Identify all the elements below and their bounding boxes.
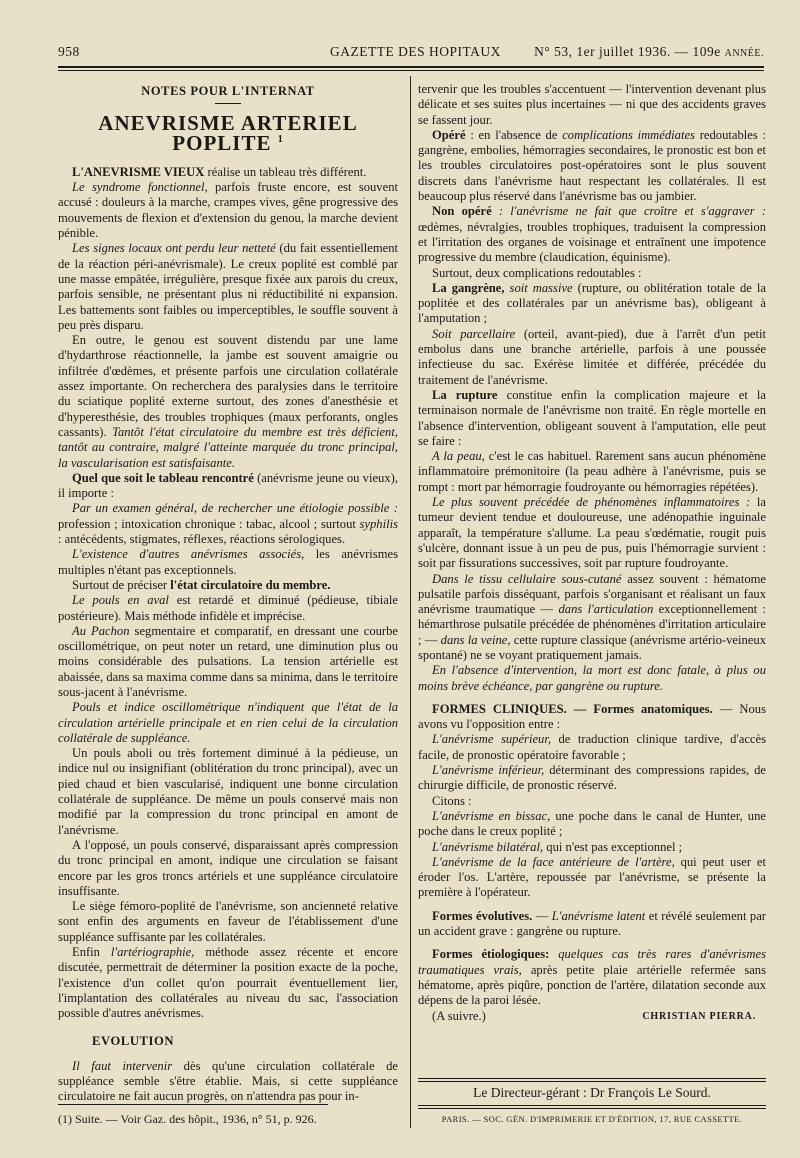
- paragraph: Les signes locaux ont perdu leur netteté (du fait essentiellement de la réaction péri-anévrismale). Le creux poplité est comblé par une masse empâtée, irrégulière, presque fixée aux parois du creux, parfois sensible, ne présentant plus ni réductibilité ni expansion. Les battements sont faibles ou imperceptibles, le souffle souvent à peu près disparu.: [58, 241, 399, 332]
- paragraph: Le pouls en aval est retardé et diminué (pédieuse, tibiale postérieure). Mais méthode infidèle et imprécise.: [58, 593, 398, 623]
- paragraph: Surtout, deux complications redoutables :: [432, 265, 642, 280]
- paragraph: Le siège fémoro-poplité de l'anévrisme, son ancienneté relative sont enfin des arguments en faveur de l'établissement d'une suppléance suffisante par les collatérales.: [58, 899, 398, 944]
- paragraph: Dans le tissu cellulaire sous-cutané assez souvent : hématome pulsatile parfois disséquant, parfois s'organisant et réalisant un faux anévrisme traumatique — dans l'articulation exceptionnellement : hémarthrose pulsatile précédée de phénomènes d'irritation articulaire ; — dans la veine, cette rupture classique (anévrisme artério-veineux spontané) ne se voyant pratiquement jamais.: [418, 571, 766, 662]
- paragraph: L'ANEVRISME VIEUX réalise un tableau très différent.: [72, 164, 367, 179]
- paragraph: L'anévrisme bilatéral, qui n'est pas exceptionnel ;: [432, 839, 683, 854]
- header-rule: [58, 66, 764, 68]
- paragraph: FORMES CLINIQUES. — Formes anatomiques. — Nous avons vu l'opposition entre :: [418, 701, 766, 732]
- paragraph: A la peau, c'est le cas habituel. Rarement sans aucun phénomène inflammatoire prémonitoire (la peau adhère à l'anévrisme, puis se rompt : mort par hémorragie foudroyante ou hémorragies répétées).: [418, 449, 766, 494]
- paragraph: L'existence d'autres anévrismes associés, les anévrismes multiples n'étant pas exceptionnels.: [58, 547, 398, 577]
- signature-line: [418, 1009, 766, 1024]
- paragraph: Enfin l'artériographie, méthode assez récente et encore discutée, permettrait de déterminer la position exacte de la poche, l'existence d'un collet qu'on pourrait éventuellement lier, l'implantation des collatérales au niveau du sac, l'association possible d'autres anévrismes.: [58, 945, 398, 1021]
- footnote-rule: [58, 1104, 328, 1105]
- evolution-heading: EVOLUTION: [92, 1033, 175, 1048]
- to-be-continued: (A suivre.): [432, 1008, 486, 1023]
- paragraph: Le plus souvent précédée de phénomènes inflammatoires : la tumeur devient tendue et douloureuse, une adénopathie inguinale apparaît, la température s'allume. La peau s'œdématie, rougit puis s'ulcère, donnant issue à un peu de pus, puis l'hémorragie survient : soit par fissurations successives, soit par rupture foudroyante.: [418, 495, 766, 571]
- paragraph: Quel que soit le tableau rencontré (anévrisme jeune ou vieux), il importe :: [58, 470, 398, 501]
- page-number: 958: [58, 44, 80, 59]
- paragraph: En l'absence d'intervention, la mort est donc fatale, à plus ou moins brève échéance, par gangrène ou rupture.: [418, 663, 766, 693]
- printer-rule: [418, 1108, 766, 1109]
- paragraph: L'anévrisme inférieur, déterminant des compressions rapides, de chirurgie difficile, de pronostic réservé.: [418, 763, 766, 793]
- paragraph: Non opéré : l'anévrisme ne fait que croître et s'aggraver : œdèmes, névralgies, troubles trophiques, traduisent la compression et l'irritation des organes de voisinage et entraînent une impotence progressive du membre (claudication, équinisme).: [418, 204, 766, 265]
- paragraph: Formes étiologiques: quelques cas très rares d'anévrismes traumatiques vrais, après petite plaie artérielle refermée sans hématome, après piqûre, ponction de l'artère, dilatation seconde aux dépens de la paroi lésée.: [418, 947, 767, 1008]
- paragraph: tervenir que les troubles s'accentuent — l'intervention devenant plus délicate et ses suites plus incertaines — ni que des accidents graves se fassent jour.: [418, 82, 766, 127]
- paragraph: Un pouls aboli ou très fortement diminué à la pédieuse, un indice nul ou insignifiant (oblitération du tronc principal), avec un pied chaud et bien vascularisé, indiquent une bonne circulation collatérale de suppléance. De même un pouls conservé mais non modifié par la compression du tronc principal en amont de l'anévrisme.: [58, 746, 398, 837]
- paragraph: A l'opposé, un pouls conservé, disparaissant après compression du tronc principal en amont, indique une circulation se faisant encore par les gros troncs artériels et une suppléance circulatoire insuffisante.: [58, 837, 398, 898]
- paragraph: Surtout de préciser l'état circulatoire du membre.: [72, 577, 331, 592]
- section-heading: NOTES POUR L'INTERNAT: [141, 84, 315, 98]
- paragraph: Citons :: [432, 793, 472, 808]
- paragraph: Opéré : en l'absence de complications immédiates redoutables : gangrène, embolies, hémorragies secondaires, le pronostic est bon et les troubles circulatoires post-opératoires sont le plus souvent discrets dans l'anévrisme haut respectant les collatérales. Il est beaucoup plus réservé dans l'anévrisme bas ou jambier.: [418, 127, 766, 204]
- paragraph: Le syndrome fonctionnel, parfois fruste encore, est souvent accusé : douleurs à la marche, crampes vives, gêne progressive des mouvements de flexion et d'extension du genou, la marche devient pénible.: [58, 180, 398, 241]
- section-dash: [215, 103, 241, 104]
- paragraph: La rupture constitue enfin la complication majeure et la terminaison normale de l'anévrisme non traité. En règle mortelle en l'absence d'intervention, obligeant souvent à l'amputation, elle peut se faire :: [418, 387, 767, 448]
- footnote: (1) Suite. — Voir Gaz. des hôpit., 1936, n° 51, p. 926.: [58, 1112, 317, 1126]
- paragraph: Soit parcellaire (orteil, avant-pied), due à l'arrêt d'un petit embolus dans une branche artérielle, parfois à une poussée infectieuse du sac. Exérèse limitée et différée, précédée du traitement de l'anévrisme.: [418, 326, 766, 387]
- right-column: [418, 82, 766, 1024]
- director-rule: [418, 1078, 766, 1079]
- paragraph: Pouls et indice oscillométrique n'indiquent que l'état de la circulation artérielle principale et en rien celui de la circulation collatérale de suppléance.: [58, 700, 398, 745]
- paragraph: L'anévrisme de la face antérieure de l'artère, qui peut user et éroder l'os. L'artère, repoussée par l'anévrisme, se présente la première à l'opérateur.: [418, 854, 766, 900]
- journal-title: GAZETTE DES HOPITAUX: [330, 44, 501, 59]
- author-name: CHRISTIAN PIERRA.: [642, 1010, 756, 1022]
- paragraph: L'anévrisme en bissac, une poche dans le canal de Hunter, une poche dans le creux poplité ;: [418, 808, 766, 839]
- article-title: ANEVRISME ARTERIEL POPLITE $^1$: [98, 111, 358, 155]
- header-rule-thin: [58, 70, 764, 71]
- paragraph: Il faut intervenir dès qu'une circulation collatérale de suppléance semble s'être établie. Mais, si cette suppléance circulatoire ne fait aucun progrès, on n'attendra pas pour in-: [58, 1058, 398, 1104]
- printer-imprint: PARIS. — SOC. GÉN. D'IMPRIMERIE ET D'ÉDITION, 17, RUE CASSETTE.: [441, 1114, 743, 1124]
- issue-info: N° 53, 1er juillet 1936. — 109e ANNÉE.: [534, 44, 764, 59]
- paragraph: Par un examen général, de rechercher une étiologie possible : profession ; intoxication chronique : tabac, alcool ; surtout syphilis : antécédents, stigmates, réflexes, réactions sérologiques.: [58, 501, 398, 547]
- footnote-marker: 1: [277, 133, 284, 145]
- paragraph: Au Pachon segmentaire et comparatif, en dressant une courbe oscillométrique, on peut noter un retard, une diminution plus ou moins considérable des pulsations. La tension artérielle est abaissée, dans sa maxima comme dans sa minima, dans le territoire sous-jacent à l'anévrisme.: [58, 623, 398, 699]
- page-header: [58, 44, 764, 64]
- paragraph: La gangrène, soit massive (rupture, ou oblitération totale de la poplitée et des collatérales par un anévrisme bas), obligeant à l'amputation ;: [418, 280, 766, 326]
- column-divider: [410, 76, 411, 1128]
- paragraph: Formes évolutives. — L'anévrisme latent et révélé seulement par un accident grave : gangrène ou rupture.: [418, 908, 766, 939]
- left-column: [58, 84, 398, 1105]
- paragraph: En outre, le genou est souvent distendu par une lame d'hydarthrose réactionnelle, la jambe est souvent amaigrie ou infiltrée d'œdèmes, et présente parfois une circulation collatérale assez importante. On recherchera des paralysies dans le territoire du sciatique poplité externe surtout, des zones d'anesthésie et d'hyperesthésie, des troubles trophiques (maux perforants, ongles cassants). Tantôt l'état circulatoire du membre est très déficient, tantôt au contraire, malgré l'atteinte marquée du tronc principal, la vascularisation est satisfaisante.: [58, 333, 398, 470]
- paragraph: L'anévrisme supérieur, de traduction clinique tardive, d'accès facile, de pronostic opératoire favorable ;: [418, 732, 766, 762]
- director-rule: [418, 1081, 766, 1082]
- printer-rule: [418, 1105, 766, 1106]
- director-line: Le Directeur-gérant : Dr François Le Sourd.: [473, 1085, 711, 1100]
